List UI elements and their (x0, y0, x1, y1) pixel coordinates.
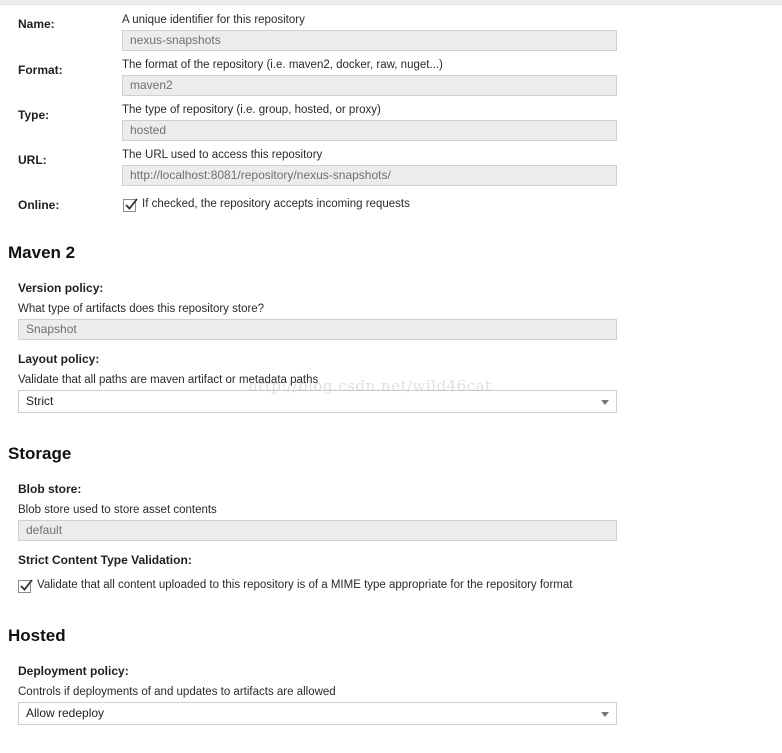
name-label: Name: (18, 17, 55, 31)
type-field[interactable]: hosted (122, 120, 617, 141)
type-help: The type of repository (i.e. group, hosted, or proxy) (122, 104, 381, 116)
name-field[interactable]: nexus-snapshots (122, 30, 617, 51)
checkmark-icon (124, 197, 139, 212)
online-checkbox-label: If checked, the repository accepts incoming requests (142, 198, 410, 210)
chevron-down-icon (601, 400, 609, 405)
blob-store-help: Blob store used to store asset contents (18, 504, 217, 516)
chevron-down-icon (601, 712, 609, 717)
format-label: Format: (18, 63, 63, 77)
url-help: The URL used to access this repository (122, 149, 323, 161)
deployment-policy-select[interactable] (18, 702, 617, 725)
version-policy-help: What type of artifacts does this repository store? (18, 303, 265, 315)
strict-validation-label: Strict Content Type Validation: (18, 553, 192, 567)
url-label: URL: (18, 153, 47, 167)
layout-policy-help: Validate that all paths are maven artifact or metadata paths (18, 374, 319, 386)
blob-store-label: Blob store: (18, 482, 82, 496)
online-label: Online: (18, 198, 60, 212)
storage-section-title: Storage (8, 444, 72, 463)
name-help: A unique identifier for this repository (122, 14, 305, 26)
online-checkbox[interactable] (123, 199, 136, 212)
type-label: Type: (18, 108, 50, 122)
top-divider (0, 0, 782, 5)
hosted-section-title: Hosted (8, 626, 66, 645)
blob-store-field[interactable]: default (18, 520, 617, 541)
layout-policy-value: Strict (26, 394, 54, 408)
deployment-policy-help: Controls if deployments of and updates to artifacts are allowed (18, 686, 336, 698)
layout-policy-label: Layout policy: (18, 352, 100, 366)
maven-section-title: Maven 2 (8, 243, 76, 262)
deployment-policy-label: Deployment policy: (18, 664, 129, 678)
checkmark-icon (19, 578, 34, 593)
deployment-policy-value: Allow redeploy (26, 706, 105, 720)
strict-validation-checkbox[interactable] (18, 580, 31, 593)
url-field[interactable]: http://localhost:8081/repository/nexus-snapshots/ (122, 165, 617, 186)
strict-validation-checkbox-label: Validate that all content uploaded to this repository is of a MIME type appropriate for the repository format (37, 579, 573, 591)
version-policy-label: Version policy: (18, 281, 104, 295)
format-field[interactable]: maven2 (122, 75, 617, 96)
watermark-text: http://blog.csdn.net/wild46cat (248, 377, 492, 395)
version-policy-field[interactable]: Snapshot (18, 319, 617, 340)
format-help: The format of the repository (i.e. maven2, docker, raw, nuget...) (122, 59, 443, 71)
